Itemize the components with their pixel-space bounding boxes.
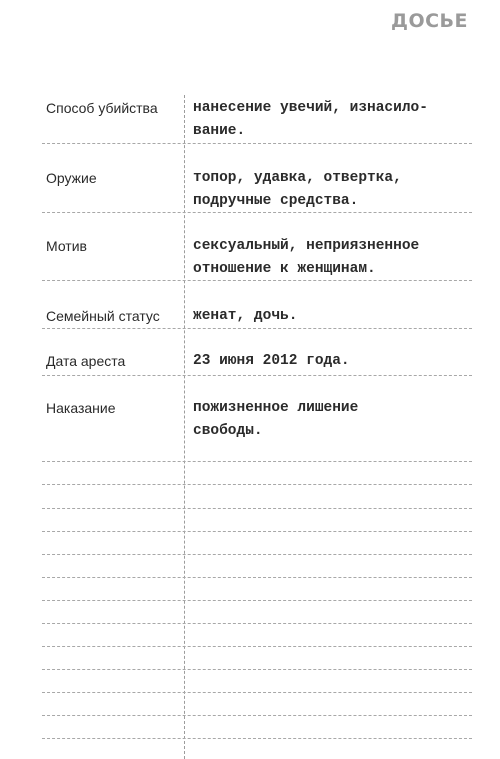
label-motive: Мотив (46, 238, 87, 254)
value-weapon: топор, удавка, отвертка, подручные средства. (193, 170, 402, 209)
ruled-line (42, 143, 472, 144)
ruled-line (42, 328, 472, 329)
ruled-line (42, 738, 472, 739)
dossier-title: ДОСЬЕ (391, 10, 468, 32)
ruled-line (42, 692, 472, 693)
ruled-line (42, 600, 472, 601)
ruled-line (42, 577, 472, 578)
label-family: Семейный статус (46, 308, 160, 324)
label-weapon: Оружие (46, 170, 97, 186)
ruled-line (42, 715, 472, 716)
ruled-line (42, 554, 472, 555)
label-method: Способ убийства (46, 100, 158, 116)
label-sentence: Наказание (46, 400, 116, 416)
ruled-line (42, 623, 472, 624)
value-motive: сексуальный, неприязненное отношение к женщинам. (193, 238, 420, 277)
ruled-line (42, 280, 472, 281)
ruled-line (42, 212, 472, 213)
label-arrest-date: Дата ареста (46, 353, 126, 369)
ruled-line (42, 531, 472, 532)
value-method: нанесение увечий, изнасило- вание. (193, 100, 428, 139)
ruled-line (42, 375, 472, 376)
ruled-line (42, 461, 472, 462)
value-arrest-date: 23 июня 2012 года. (193, 353, 350, 369)
ruled-line (42, 646, 472, 647)
ruled-line (42, 508, 472, 509)
ruled-line (42, 669, 472, 670)
value-family: женат, дочь. (193, 308, 298, 324)
ruled-line (42, 484, 472, 485)
column-divider (184, 95, 185, 759)
value-sentence: пожизненное лишение свободы. (193, 400, 359, 439)
